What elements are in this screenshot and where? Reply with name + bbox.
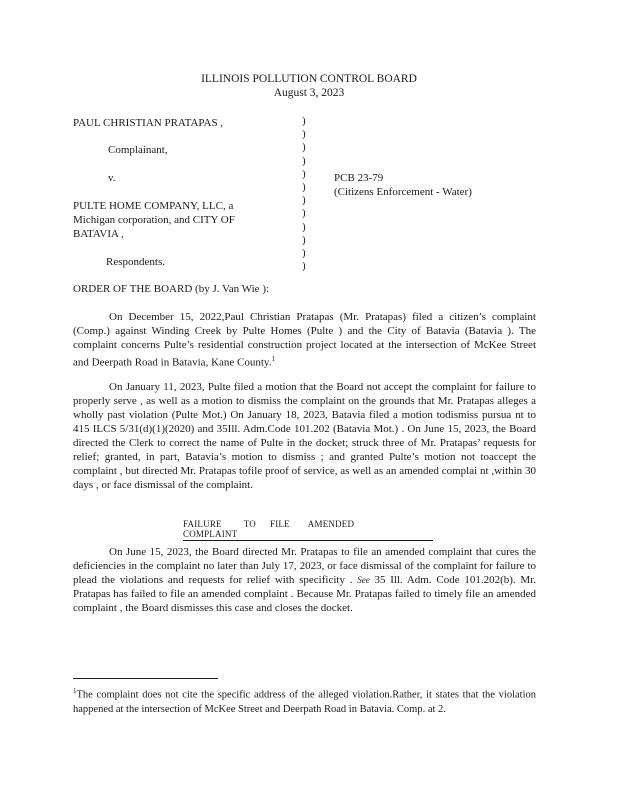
paragraph-3 [73, 545, 536, 615]
footnote-1 [73, 684, 536, 717]
board-name: ILLINOIS POLLUTION CONTROL BOARD [201, 73, 417, 85]
heading-word-amended: AMENDED [307, 519, 355, 529]
versus: v. [108, 172, 116, 184]
respondent-line-2: Michigan corporation, and CITY OF [73, 214, 235, 226]
case-type: (Citizens Enforcement - Water) [334, 186, 472, 198]
heading-word-failure: FAILURE [183, 519, 222, 529]
respondent-line-3: BATAVIA , [73, 228, 124, 240]
case-number: PCB 23-79 [334, 172, 384, 184]
heading-word-complaint: COMPLAINT [183, 529, 238, 539]
section-heading [183, 519, 433, 541]
footnote-text: The complaint does not cite the specific address of the alleged violation.Rather, it states that the violation happened at the intersection of McKee Street and Deerpath Road in Batavia. Comp. at 2. [73, 689, 536, 715]
caption-parentheses: ) ) ) ) ) ) ) ) ) ) ) ) [302, 115, 306, 273]
complainant-name: PAUL CHRISTIAN PRATAPAS , [73, 117, 224, 129]
heading-word-to: TO [243, 519, 256, 529]
order-date: August 3, 2023 [273, 87, 345, 99]
footnote-reference[interactable]: 1 [271, 355, 275, 363]
heading-word-file: FILE [269, 519, 290, 529]
complainant-role: Complainant, [108, 144, 168, 156]
paragraph-3-text-b: 35 Ill. Adm. Code 101.202(b). Mr. Pratapas has failed to file an amended complaint . Because Mr. Pratapas failed to timely file an amended complaint , the Board dismisses this case and closes the docket. [73, 574, 536, 614]
respondent-line-1: PULTE HOME COMPANY, LLC, a [73, 200, 234, 212]
paragraph-2 [73, 380, 536, 492]
order-line: ORDER OF THE BOARD (by J. Van Wie ): [73, 283, 270, 295]
paragraph-1-text: On December 15, 2022,Paul Christian Pratapas (Mr. Pratapas) filed a citizen’s complaint (Comp.) against Winding Creek by Pulte Homes (Pulte ) and the City of Batavia (Batavia ). The complaint concerns Pulte’s residential construction project located at the intersection of McKee Street and Deerpath Road in Batavia, Kane County. [73, 311, 536, 369]
paragraph-3-text-a: On June 15, 2023, the Board directed Mr. Pratapas to file an amended complaint that cures the deficiencies in the complaint no later than July 17, 2023, or face dismissal of the complaint for failure to plead the violations and requests for relief with specificity . [73, 546, 536, 586]
respondent-role: Respondents. [106, 256, 165, 268]
paragraph-2-text: On January 11, 2023, Pulte filed a motion that the Board not accept the complaint for failure to properly serve , as well as a motion to dismiss the complaint on the grounds that Mr. Pratapas alleges a wholly past violation (Pulte Mot.) On January 18, 2023, Batavia filed a motion todismiss pursua nt to 415 ILCS 5/31(d)(1)(2020) and 35Ill. Adm.Code 101.202 (Batavia Mot.) . On June 15, 2023, the Board directed the Clerk to correct the name of Pulte in the docket; struck three of Mr. Pratapas’ requests for relief; granted, in part, Batavia’s motion to dismiss ; and granted Pulte’s motion not toaccept the complaint , but directed Mr. Pratapas tofile proof of service, as well as an amended complai nt ,within 30 days , or face dismissal of the complaint. [73, 381, 536, 491]
footnote-marker: 1 [73, 687, 77, 695]
footnote-divider [73, 678, 218, 679]
see-signal: See [357, 575, 370, 585]
paragraph-1 [73, 310, 536, 370]
